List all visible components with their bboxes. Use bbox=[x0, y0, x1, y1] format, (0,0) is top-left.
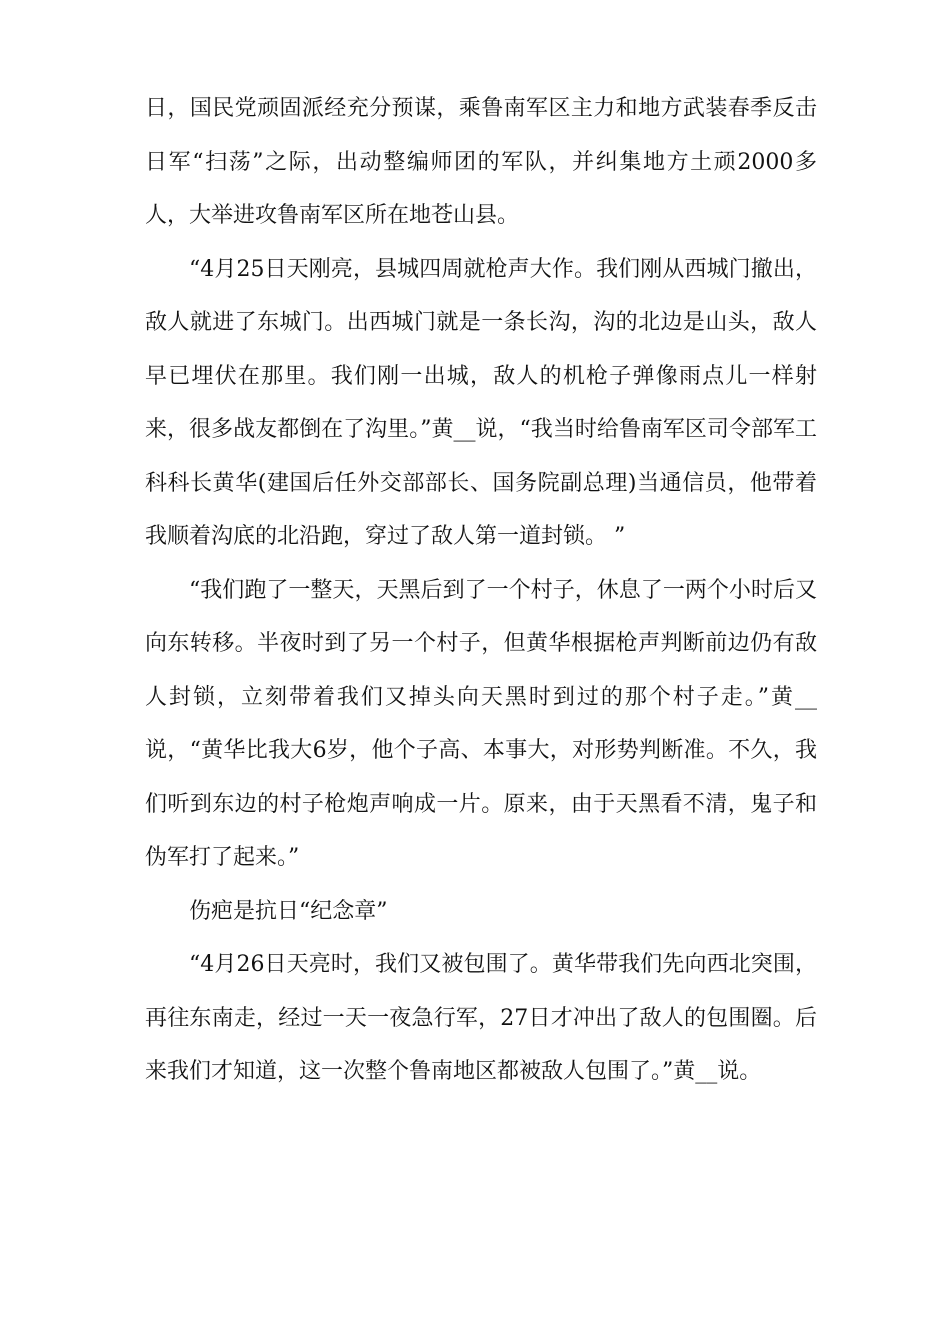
section-heading: 伤疤是抗日“纪念章” bbox=[189, 898, 388, 924]
document-page bbox=[145, 82, 817, 1099]
paragraph-1: 日，国民党顽固派经充分预谋，乘鲁南军区主力和地方武装春季反击日军“扫荡”之际，出动整编师团的军队，并纠集地方土顽2000多人，大举进攻鲁南军区所在地苍山县。 bbox=[145, 96, 817, 228]
paragraph-2: “4月25日天刚亮，县城四周就枪声大作。我们刚从西城门撤出，敌人就进了东城门。出西城门就是一条长沟，沟的北边是山头，敌人早已埋伏在那里。我们刚一出城，敌人的机枪子弹像雨点儿一样射来，很多战友都倒在了沟里。”黄__说，“我当时给鲁南军区司令部军工科科长黄华(建国后任外交部部长、国务院副总理)当通信员，他带着我顺着沟底的北沿跑，穿过了敌人第一道封锁。 ” bbox=[145, 256, 817, 549]
paragraph-4: “4月26日天亮时，我们又被包围了。黄华带我们先向西北突围，再往东南走，经过一天一夜急行军，27日才冲出了敌人的包围圈。后来我们才知道，这一次整个鲁南地区都被敌人包围了。”黄__说。 bbox=[145, 952, 817, 1084]
paragraph-3: “我们跑了一整天，天黑后到了一个村子，休息了一两个小时后又向东转移。半夜时到了另一个村子，但黄华根据枪声判断前边仍有敌人封锁，立刻带着我们又掉头向天黑时到过的那个村子走。”黄__说，“黄华比我大6岁，他个子高、本事大，对形势判断准。不久，我们听到东边的村子枪炮声响成一片。原来，由于天黑看不清，鬼子和伪军打了起来。” bbox=[145, 577, 817, 870]
